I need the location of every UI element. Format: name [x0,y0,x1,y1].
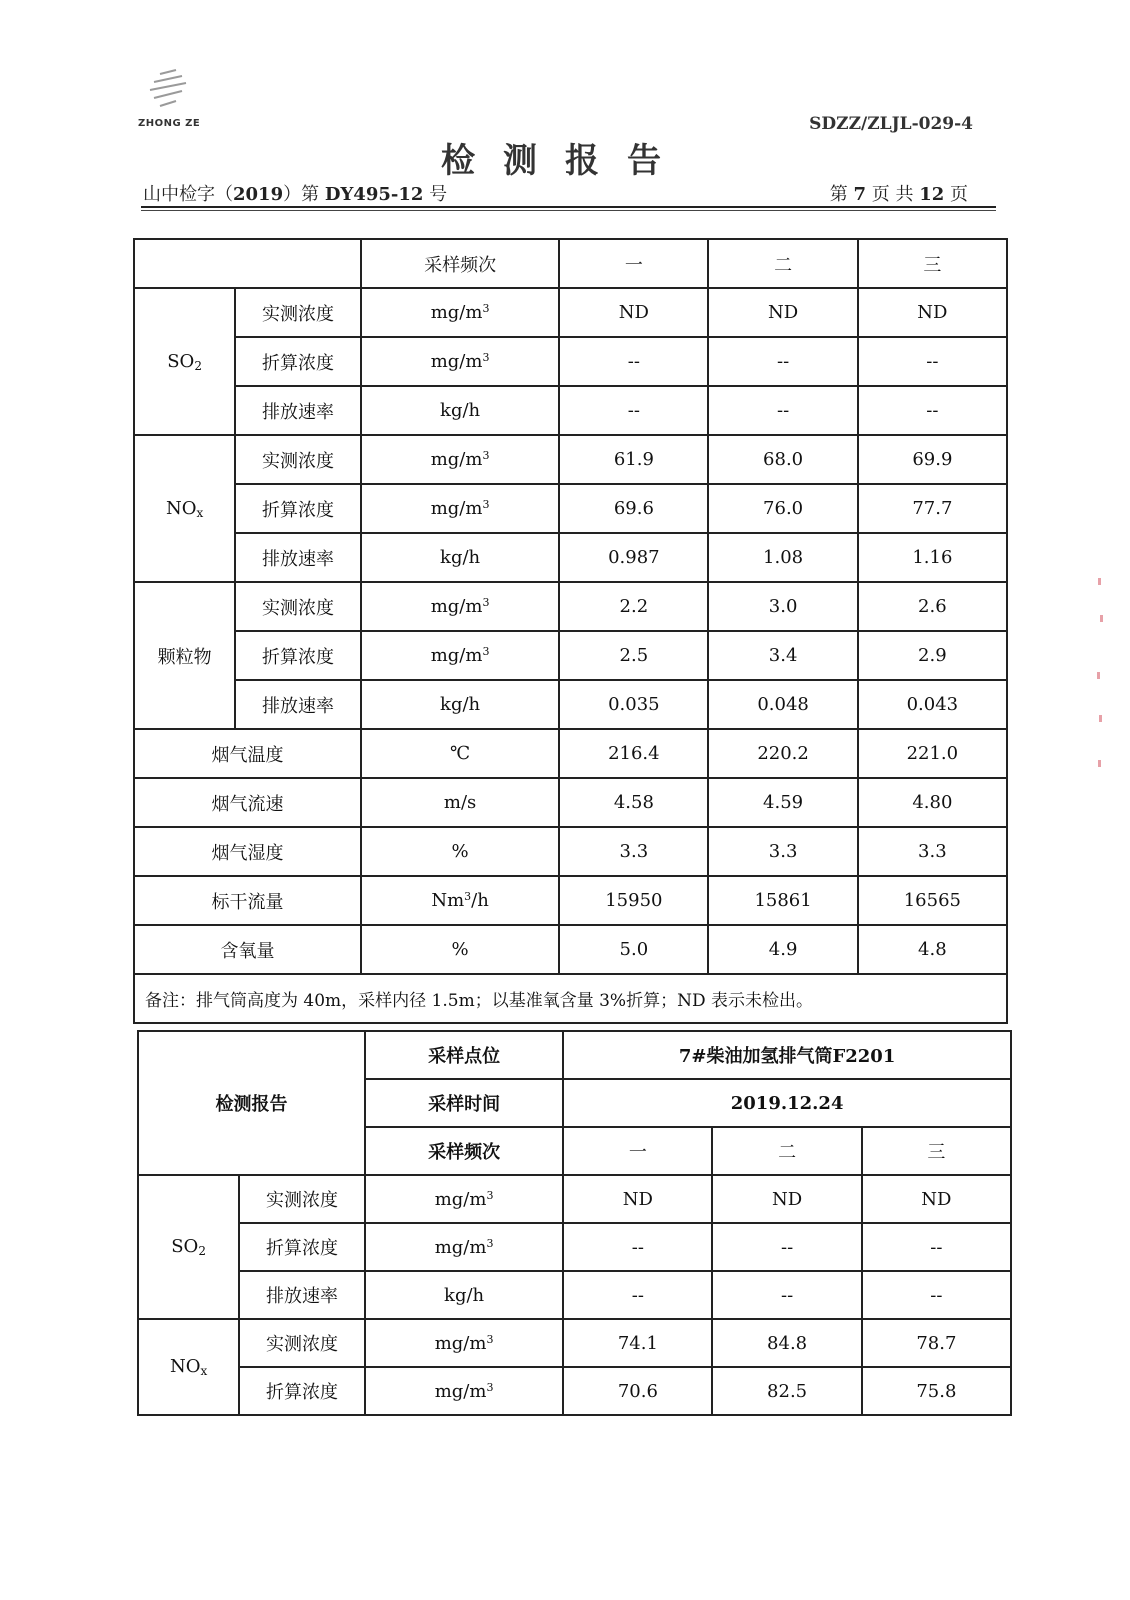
unit-tail: /h [471,890,489,911]
freq-column-header: 三 [862,1127,1011,1175]
unit-text: mg/m [430,449,483,470]
unit-cell [365,1271,563,1319]
unit-cell [361,288,559,337]
value-cell: -- [563,1271,712,1319]
unit-text: kg/h [440,694,481,715]
table-row [134,778,1007,827]
unit-cell [361,386,559,435]
unit-cell [365,1223,563,1271]
value-cell: 76.0 [708,484,857,533]
table-row [138,1223,1011,1271]
unit-text: % [451,939,469,960]
value-cell: 82.5 [712,1367,861,1415]
header-row [134,239,1007,288]
unit-superscript: 3 [486,1332,494,1346]
value-cell: 0.035 [559,680,708,729]
unit-superscript: 3 [464,890,472,903]
note-text: 备注：排气筒高度为 40m，采样内径 1.5m；以基准氧含量 3%折算；ND 表示未检出。 [134,974,1007,1023]
page-mid: 页 共 [866,184,920,205]
unit-superscript: 3 [486,1188,494,1202]
parameter-label: 实测浓度 [239,1319,365,1367]
parameter-label: 折算浓度 [235,484,361,533]
header-rule-thin [141,210,996,211]
unit-text: mg/m [430,302,483,323]
value-cell: 3.3 [559,827,708,876]
unit-text: mg/m [434,1380,487,1402]
value-cell: -- [862,1271,1011,1319]
parameter-label: 折算浓度 [239,1223,365,1271]
parameter-label: 烟气湿度 [134,827,361,876]
unit-cell [361,631,559,680]
unit-cell [361,778,559,827]
value-cell: 78.7 [862,1319,1011,1367]
unit-cell [361,582,559,631]
value-cell: -- [559,386,708,435]
freq-column-header: 二 [708,239,857,288]
unit-cell [361,435,559,484]
value-cell: -- [858,337,1007,386]
unit-text: kg/h [444,1284,485,1306]
measurement-table-1 [133,238,1008,1024]
pollutant-subscript: 2 [198,1244,206,1258]
pollutant-text: 颗粒物 [157,646,212,668]
unit-cell [365,1319,563,1367]
value-cell: 4.59 [708,778,857,827]
parameter-label: 实测浓度 [235,435,361,484]
unit-text: m/s [443,792,477,813]
unit-superscript: 3 [486,1380,494,1394]
note-row [134,974,1007,1023]
page-suffix: 页 [944,184,968,205]
unit-superscript: 3 [486,1236,494,1250]
unit-superscript: 3 [482,449,490,462]
pollutant-name [134,582,235,729]
value-cell: -- [712,1271,861,1319]
time-label: 采样时间 [365,1079,563,1127]
unit-text: % [451,841,469,862]
pollutant-name [134,435,235,582]
unit-cell [361,680,559,729]
unit-superscript: 3 [482,498,490,511]
table-row [134,288,1007,337]
pollutant-subscript: 2 [194,358,202,373]
section-header-label: 检测报告 [138,1031,365,1175]
freq-label: 采样频次 [365,1127,563,1175]
table-row [138,1367,1011,1415]
report-number-prefix: 山中检字（ [143,184,233,205]
parameter-label: 排放速率 [235,680,361,729]
table-row [134,631,1007,680]
unit-superscript: 3 [482,351,490,364]
parameter-label: 实测浓度 [239,1175,365,1223]
value-cell: -- [708,386,857,435]
pollutant-name [138,1319,239,1415]
freq-column-header: 一 [559,239,708,288]
value-cell: 74.1 [563,1319,712,1367]
unit-cell [361,827,559,876]
corner-cell [134,239,361,288]
header-row [138,1031,1011,1079]
value-cell: ND [563,1175,712,1223]
table-row [134,582,1007,631]
unit-cell [361,533,559,582]
value-cell: -- [559,337,708,386]
table-row [134,827,1007,876]
table-row [138,1319,1011,1367]
value-cell: 216.4 [559,729,708,778]
margin-mark [1098,760,1101,767]
unit-text: ℃ [450,743,471,764]
report-number-code: DY495-12 [324,184,424,205]
value-cell: -- [708,337,857,386]
freq-column-header: 一 [563,1127,712,1175]
value-cell: ND [862,1175,1011,1223]
value-cell: ND [858,288,1007,337]
value-cell: ND [708,288,857,337]
value-cell: 0.048 [708,680,857,729]
table-row [134,925,1007,974]
value-cell: 4.8 [858,925,1007,974]
unit-text: mg/m [430,351,483,372]
value-cell: 3.3 [708,827,857,876]
unit-text: Nm [431,890,465,911]
pollutant-name [134,288,235,435]
parameter-label: 烟气流速 [134,778,361,827]
table-row [134,337,1007,386]
unit-cell [365,1367,563,1415]
pollutant-name [138,1175,239,1319]
value-cell: 2.6 [858,582,1007,631]
unit-text: mg/m [430,498,483,519]
unit-cell [365,1175,563,1223]
value-cell: ND [559,288,708,337]
page-indicator [830,180,968,206]
value-cell: 70.6 [563,1367,712,1415]
unit-text: mg/m [430,645,483,666]
unit-cell [361,925,559,974]
unit-cell [361,484,559,533]
value-cell: -- [712,1223,861,1271]
document-code: SDZZ/ZLJL-029-4 [809,114,973,134]
value-cell: 75.8 [862,1367,1011,1415]
unit-text: mg/m [434,1332,487,1354]
margin-mark [1097,672,1100,679]
table-row [134,484,1007,533]
logo-stripes-icon [146,68,190,114]
header-rule [141,206,996,208]
pollutant-subscript: x [196,505,204,520]
unit-text: mg/m [434,1188,487,1210]
freq-label: 采样频次 [361,239,559,288]
unit-text: kg/h [440,547,481,568]
report-number-year: 2019 [233,184,284,205]
table-row [138,1175,1011,1223]
table-row [134,386,1007,435]
value-cell: 15950 [559,876,708,925]
unit-text: kg/h [440,400,481,421]
margin-mark [1100,615,1103,622]
value-cell: 68.0 [708,435,857,484]
value-cell: 1.16 [858,533,1007,582]
margin-mark [1098,578,1101,585]
report-number-mid: ）第 [283,184,325,205]
site-label: 采样点位 [365,1031,563,1079]
value-cell: 2.9 [858,631,1007,680]
unit-cell [361,337,559,386]
table-row [138,1271,1011,1319]
value-cell: 221.0 [858,729,1007,778]
value-cell: 16565 [858,876,1007,925]
value-cell: 2.2 [559,582,708,631]
page-total: 12 [919,184,945,205]
margin-mark [1099,715,1102,722]
parameter-label: 排放速率 [239,1271,365,1319]
value-cell: 69.6 [559,484,708,533]
parameter-label: 实测浓度 [235,288,361,337]
value-cell: 15861 [708,876,857,925]
freq-column-header: 二 [712,1127,861,1175]
report-number [143,180,447,206]
measurement-table-2 [137,1030,1012,1416]
value-cell: 0.043 [858,680,1007,729]
table-row [134,680,1007,729]
unit-superscript: 3 [482,596,490,609]
page-current: 7 [853,184,867,205]
page-title: 检测报告 [441,141,689,181]
pollutant-text: NO [165,497,197,519]
value-cell: 84.8 [712,1319,861,1367]
value-cell: 1.08 [708,533,857,582]
site-value: 7#柴油加氢排气筒F2201 [563,1031,1011,1079]
parameter-label: 排放速率 [235,386,361,435]
table-row [134,876,1007,925]
value-cell: 69.9 [858,435,1007,484]
value-cell: 77.7 [858,484,1007,533]
parameter-label: 折算浓度 [239,1367,365,1415]
value-cell: 5.0 [559,925,708,974]
unit-cell [361,876,559,925]
unit-superscript: 3 [482,645,490,658]
value-cell: 220.2 [708,729,857,778]
pollutant-text: SO [171,1236,199,1257]
value-cell: -- [563,1223,712,1271]
value-cell: -- [862,1223,1011,1271]
pollutant-text: NO [169,1356,201,1377]
value-cell: 3.3 [858,827,1007,876]
value-cell: -- [858,386,1007,435]
parameter-label: 折算浓度 [235,631,361,680]
page-prefix: 第 [829,184,854,205]
unit-cell [361,729,559,778]
pollutant-subscript: x [200,1364,208,1378]
parameter-label: 排放速率 [235,533,361,582]
value-cell: 4.58 [559,778,708,827]
value-cell: 3.4 [708,631,857,680]
freq-column-header: 三 [858,239,1007,288]
table-row [134,435,1007,484]
value-cell: 3.0 [708,582,857,631]
value-cell: 2.5 [559,631,708,680]
value-cell: 61.9 [559,435,708,484]
table-row [134,533,1007,582]
value-cell: ND [712,1175,861,1223]
unit-text: mg/m [434,1236,487,1258]
parameter-label: 标干流量 [134,876,361,925]
logo-text: ZHONG ZE [138,118,201,129]
company-logo [138,68,201,134]
value-cell: 0.987 [559,533,708,582]
unit-superscript: 3 [482,302,490,315]
unit-text: mg/m [430,596,483,617]
time-value: 2019.12.24 [563,1079,1011,1127]
value-cell: 4.80 [858,778,1007,827]
parameter-label: 实测浓度 [235,582,361,631]
parameter-label: 烟气温度 [134,729,361,778]
report-number-suffix: 号 [423,184,448,205]
parameter-label: 含氧量 [134,925,361,974]
pollutant-text: SO [167,350,195,372]
parameter-label: 折算浓度 [235,337,361,386]
value-cell: 4.9 [708,925,857,974]
table-row [134,729,1007,778]
